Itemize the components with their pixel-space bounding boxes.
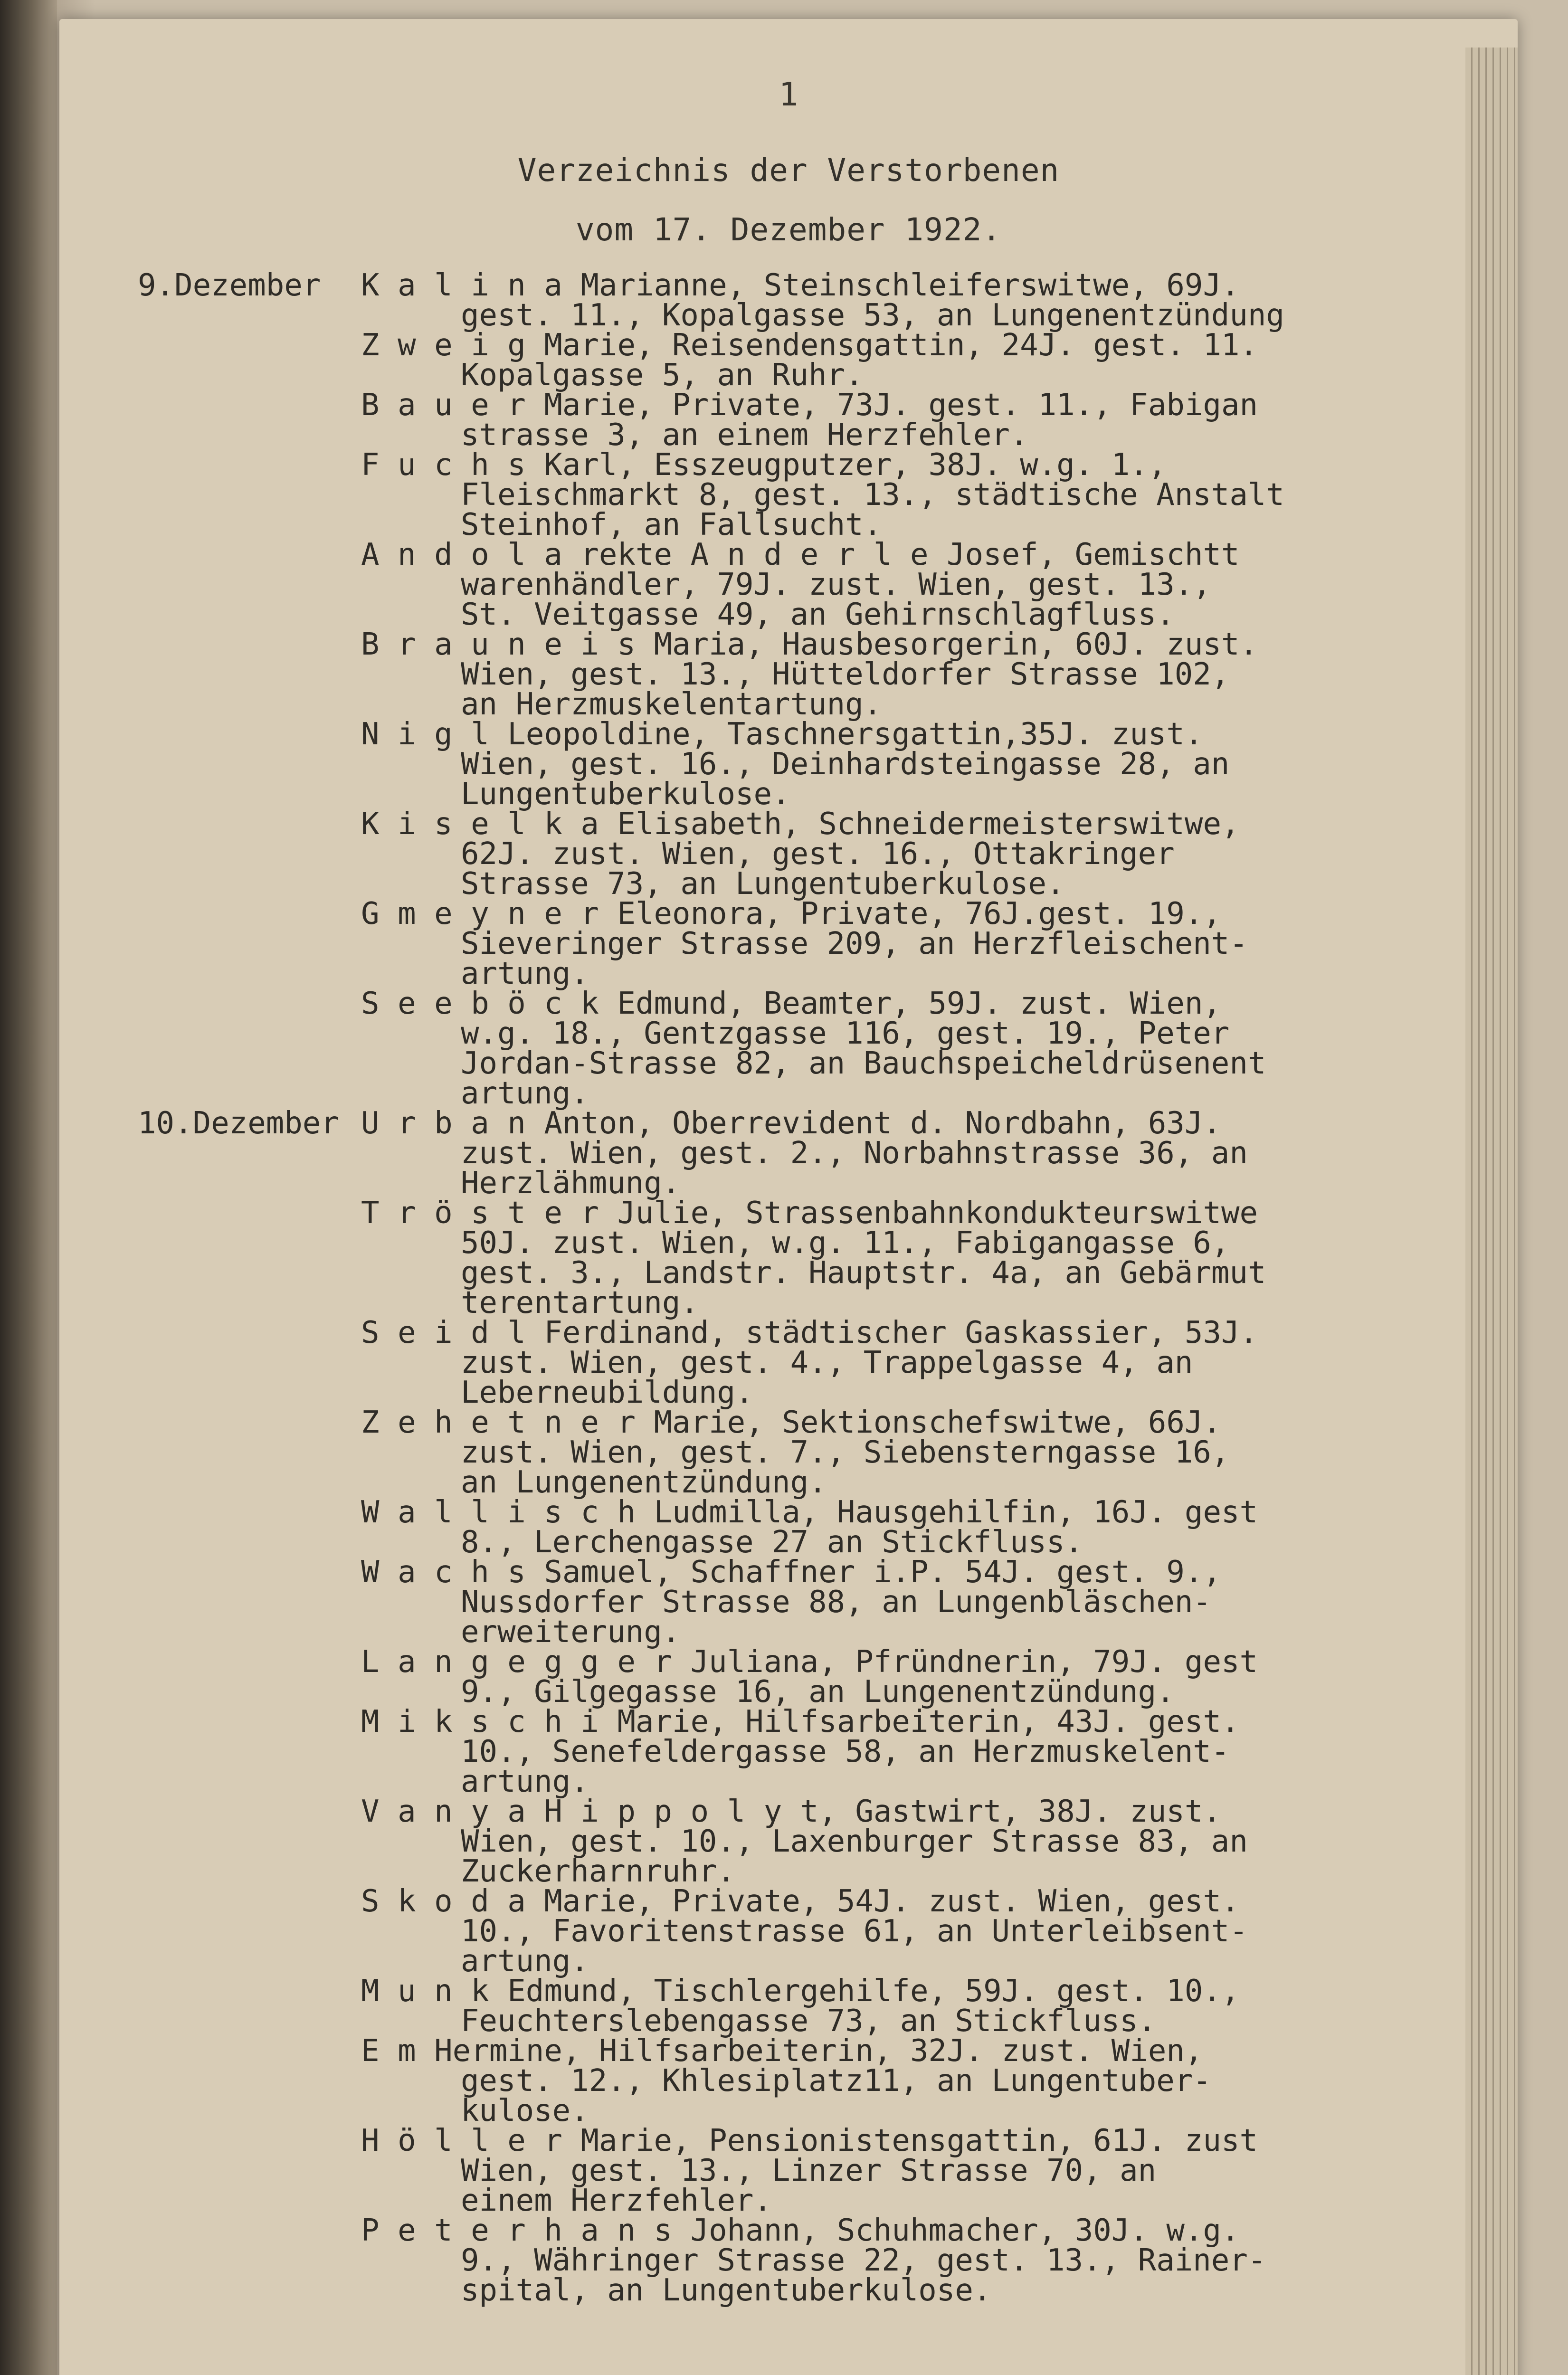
entry-continuation-line: kulose.: [461, 2093, 589, 2128]
entry-continuation-line: strasse 3, an einem Herzfehler.: [461, 418, 1028, 453]
death-entry: [138, 1704, 1449, 1799]
entry-text: [361, 1495, 1449, 1560]
entry-date: 10.Dezember: [138, 1106, 339, 1141]
entry-date: [138, 2036, 361, 2126]
entry-continuation-line: 9., Währinger Strasse 22, gest. 13., Rainer-: [461, 2243, 1266, 2278]
entry-date: [138, 331, 361, 390]
entry-text: [361, 1644, 1449, 1710]
entry-first-line: B a u e r Marie, Private, 73J. gest. 11., Fabigan: [361, 388, 1258, 423]
death-entry: [138, 1794, 1449, 1889]
entry-first-line: S e e b ö c k Edmund, Beamter, 59J. zust. Wien,: [361, 986, 1221, 1021]
entry-continuation-line: warenhändler, 79J. zust. Wien, gest. 13.,: [461, 567, 1211, 602]
page-edges: [1465, 48, 1518, 2375]
entry-date: [138, 1198, 361, 1318]
entry-continuation-line: erweiterung.: [461, 1615, 681, 1650]
entry-continuation-line: Wien, gest. 13., Linzer Strasse 70, an: [461, 2153, 1157, 2188]
entry-text: [361, 896, 1449, 991]
death-entry: [138, 1644, 1449, 1710]
entry-continuation-line: 8., Lerchengasse 27 an Stickfluss.: [461, 1525, 1083, 1560]
entry-continuation-line: 50J. zust. Wien, w.g. 11., Fabigangasse 6,: [461, 1226, 1230, 1261]
entry-text: [361, 2123, 1449, 2218]
entry-first-line: U r b a n Anton, Oberrevident d. Nordbahn, 63J.: [361, 1106, 1221, 1141]
entry-first-line: G m e y n e r Eleonora, Private, 76J.gest. 19.,: [361, 896, 1221, 931]
entry-text: [361, 1974, 1449, 2039]
death-entry: [138, 447, 1449, 542]
entry-date: [138, 540, 361, 630]
entry-text: [361, 1405, 1449, 1500]
entry-date: [138, 809, 361, 899]
entry-date: [138, 899, 361, 989]
entry-continuation-line: Steinhof, an Fallsucht.: [461, 507, 882, 542]
entry-date: [138, 390, 361, 450]
death-entry: [138, 627, 1449, 722]
death-entry: [138, 388, 1449, 453]
entry-first-line: S e i d l Ferdinand, städtischer Gaskassier, 53J.: [361, 1315, 1258, 1350]
entry-text: [361, 1704, 1449, 1799]
entry-continuation-line: w.g. 18., Gentzgasse 116, gest. 19., Peter: [461, 1016, 1230, 1051]
entry-continuation-line: 62J. zust. Wien, gest. 16., Ottakringer: [461, 836, 1175, 872]
entry-continuation-line: Fleischmarkt 8, gest. 13., städtische Anstalt: [461, 477, 1284, 513]
entry-first-line: E m Hermine, Hilfsarbeiterin, 32J. zust. Wien,: [361, 2033, 1203, 2069]
entry-continuation-line: Sieveringer Strasse 209, an Herzfleischent-: [461, 926, 1248, 961]
entry-continuation-line: Kopalgasse 5, an Ruhr.: [461, 358, 864, 393]
page-number: 1: [779, 76, 798, 114]
entry-text: [361, 1555, 1449, 1650]
entry-continuation-line: einem Herzfehler.: [461, 2183, 772, 2218]
entry-date: [138, 1797, 361, 1887]
entry-first-line: N i g l Leopoldine, Taschnersgattin,35J. zust.: [361, 717, 1203, 752]
entry-first-line: A n d o l a rekte A n d e r l e Josef, Gemischtt: [361, 537, 1240, 572]
entry-continuation-line: terentartung.: [461, 1285, 699, 1320]
entry-first-line: K a l i n a Marianne, Steinschleiferswitwe, 69J.: [361, 268, 1240, 303]
document-title: Verzeichnis der Verstorbenen: [517, 152, 1060, 189]
entry-continuation-line: 9., Gilgegasse 16, an Lungenentzündung.: [461, 1674, 1175, 1710]
entry-date: [138, 2126, 361, 2216]
entry-text: [361, 328, 1449, 393]
entry-text: [361, 2213, 1449, 2308]
death-entry: [138, 1555, 1449, 1650]
entry-date: [138, 989, 361, 1109]
death-entry: [138, 537, 1449, 632]
entry-first-line: P e t e r h a n s Johann, Schuhmacher, 30J. w.g.: [361, 2213, 1240, 2248]
document-subtitle: vom 17. Dezember 1922.: [575, 211, 1002, 248]
entry-continuation-line: Nussdorfer Strasse 88, an Lungenbläschen-: [461, 1585, 1211, 1620]
entry-continuation-line: artung.: [461, 1764, 589, 1799]
entry-date: [138, 1647, 361, 1707]
entry-continuation-line: Wien, gest. 13., Hütteldorfer Strasse 102,: [461, 657, 1230, 692]
entry-first-line: Z e h e t n e r Marie, Sektionschefswitwe, 66J.: [361, 1405, 1221, 1440]
entry-first-line: M i k s c h i Marie, Hilfsarbeiterin, 43J. gest.: [361, 1704, 1240, 1739]
entry-text: [361, 1315, 1449, 1410]
entry-continuation-line: St. Veitgasse 49, an Gehirnschlagfluss.: [461, 597, 1175, 632]
entry-text: [361, 2033, 1449, 2128]
left-page-edge: [0, 0, 57, 2375]
entry-continuation-line: gest. 12., Khlesiplatz11, an Lungentuber-: [461, 2063, 1211, 2099]
entry-continuation-line: Leberneubildung.: [461, 1375, 754, 1410]
death-entry: [138, 896, 1449, 991]
entry-text: [361, 537, 1449, 632]
entry-text: [361, 1794, 1449, 1889]
entry-text: [361, 447, 1449, 542]
entry-continuation-line: Jordan-Strasse 82, an Bauchspeicheldrüsenent: [461, 1046, 1266, 1081]
entry-text: [361, 807, 1449, 902]
entry-continuation-line: artung.: [461, 1944, 589, 1979]
entry-text: [361, 268, 1449, 333]
entry-text: [361, 388, 1449, 453]
entry-date: [138, 1558, 361, 1647]
entry-continuation-line: spital, an Lungentuberkulose.: [461, 2273, 992, 2308]
entry-list: [138, 268, 1449, 2308]
entry-continuation-line: Wien, gest. 10., Laxenburger Strasse 83, an: [461, 1824, 1248, 1859]
entry-date: [138, 1976, 361, 2036]
entry-text: [361, 1198, 1449, 1318]
entry-text: [361, 986, 1449, 1111]
entry-continuation-line: Zuckerharnruhr.: [461, 1854, 735, 1889]
entry-first-line: W a c h s Samuel, Schaffner i.P. 54J. gest. 9.,: [361, 1555, 1221, 1590]
entry-continuation-line: Wien, gest. 16., Deinhardsteingasse 28, an: [461, 747, 1230, 782]
entry-first-line: Z w e i g Marie, Reisendensgattin, 24J. gest. 11.: [361, 328, 1258, 363]
death-entry: [138, 1405, 1449, 1500]
entry-continuation-line: Herzlähmung.: [461, 1166, 681, 1201]
entry-continuation-line: artung.: [461, 956, 589, 991]
entry-continuation-line: gest. 11., Kopalgasse 53, an Lungenentzündung: [461, 298, 1284, 333]
entry-date: [138, 1498, 361, 1558]
entry-text: [361, 1106, 1449, 1201]
death-entry: [138, 2213, 1449, 2308]
death-entry: [138, 1198, 1449, 1318]
entry-first-line: S k o d a Marie, Private, 54J. zust. Wien, gest.: [361, 1884, 1240, 1919]
entry-first-line: F u c h s Karl, Esszeugputzer, 38J. w.g. 1.,: [361, 447, 1167, 483]
entry-continuation-line: 10., Favoritenstrasse 61, an Unterleibsent-: [461, 1914, 1248, 1949]
entry-text: [361, 627, 1449, 722]
entry-continuation-line: Lungentuberkulose.: [461, 777, 790, 812]
entry-date: [138, 630, 361, 720]
entry-text: [361, 717, 1449, 812]
death-entry: [138, 1974, 1449, 2039]
death-entry: [138, 2033, 1449, 2128]
entry-date: 9.Dezember: [138, 268, 321, 303]
death-entry: [138, 807, 1449, 902]
death-entry: [138, 1884, 1449, 1979]
entry-continuation-line: 10., Senefeldergasse 58, an Herzmuskelent-: [461, 1734, 1230, 1769]
entry-continuation-line: zust. Wien, gest. 7., Siebensterngasse 16,: [461, 1435, 1230, 1470]
entry-date: [138, 1318, 361, 1408]
entry-first-line: H ö l l e r Marie, Pensionistensgattin, 61J. zust: [361, 2123, 1258, 2158]
death-entry: [138, 328, 1449, 393]
entry-first-line: B r a u n e i s Maria, Hausbesorgerin, 60J. zust.: [361, 627, 1258, 662]
entry-text: [361, 1884, 1449, 1979]
death-entry: [138, 1106, 1449, 1201]
entry-continuation-line: an Herzmuskelentartung.: [461, 687, 882, 722]
document-page: [59, 19, 1518, 2375]
entry-continuation-line: an Lungenentzündung.: [461, 1465, 827, 1500]
entry-date: [138, 1887, 361, 1976]
entry-continuation-line: gest. 3., Landstr. Hauptstr. 4a, an Gebärmut: [461, 1255, 1266, 1291]
entry-first-line: K i s e l k a Elisabeth, Schneidermeisterswitwe,: [361, 807, 1240, 842]
death-entry: [138, 2123, 1449, 2218]
entry-first-line: T r ö s t e r Julie, Strassenbahnkondukteurswitwe: [361, 1196, 1258, 1231]
entry-first-line: L a n g e g g e r Juliana, Pfründnerin, 79J. gest: [361, 1644, 1258, 1680]
entry-date: [138, 720, 361, 809]
entry-date: [138, 450, 361, 540]
entry-continuation-line: artung.: [461, 1076, 589, 1111]
death-entry: [138, 1495, 1449, 1560]
entry-continuation-line: Strasse 73, an Lungentuberkulose.: [461, 866, 1065, 902]
death-entry: [138, 268, 1449, 333]
entry-first-line: W a l l i s c h Ludmilla, Hausgehilfin, 16J. gest: [361, 1495, 1258, 1530]
entry-continuation-line: zust. Wien, gest. 4., Trappelgasse 4, an: [461, 1345, 1193, 1380]
death-entry: [138, 717, 1449, 812]
entry-first-line: V a n y a H i p p o l y t, Gastwirt, 38J. zust.: [361, 1794, 1221, 1829]
entry-continuation-line: Feuchterslebengasse 73, an Stickfluss.: [461, 2004, 1157, 2039]
entry-date: [138, 1408, 361, 1498]
entry-continuation-line: zust. Wien, gest. 2., Norbahnstrasse 36, an: [461, 1136, 1248, 1171]
entry-first-line: M u n k Edmund, Tischlergehilfe, 59J. gest. 10.,: [361, 1974, 1240, 2009]
entry-date: [138, 1707, 361, 1797]
death-entry: [138, 1315, 1449, 1410]
death-entry: [138, 986, 1449, 1111]
entry-date: [138, 2216, 361, 2306]
